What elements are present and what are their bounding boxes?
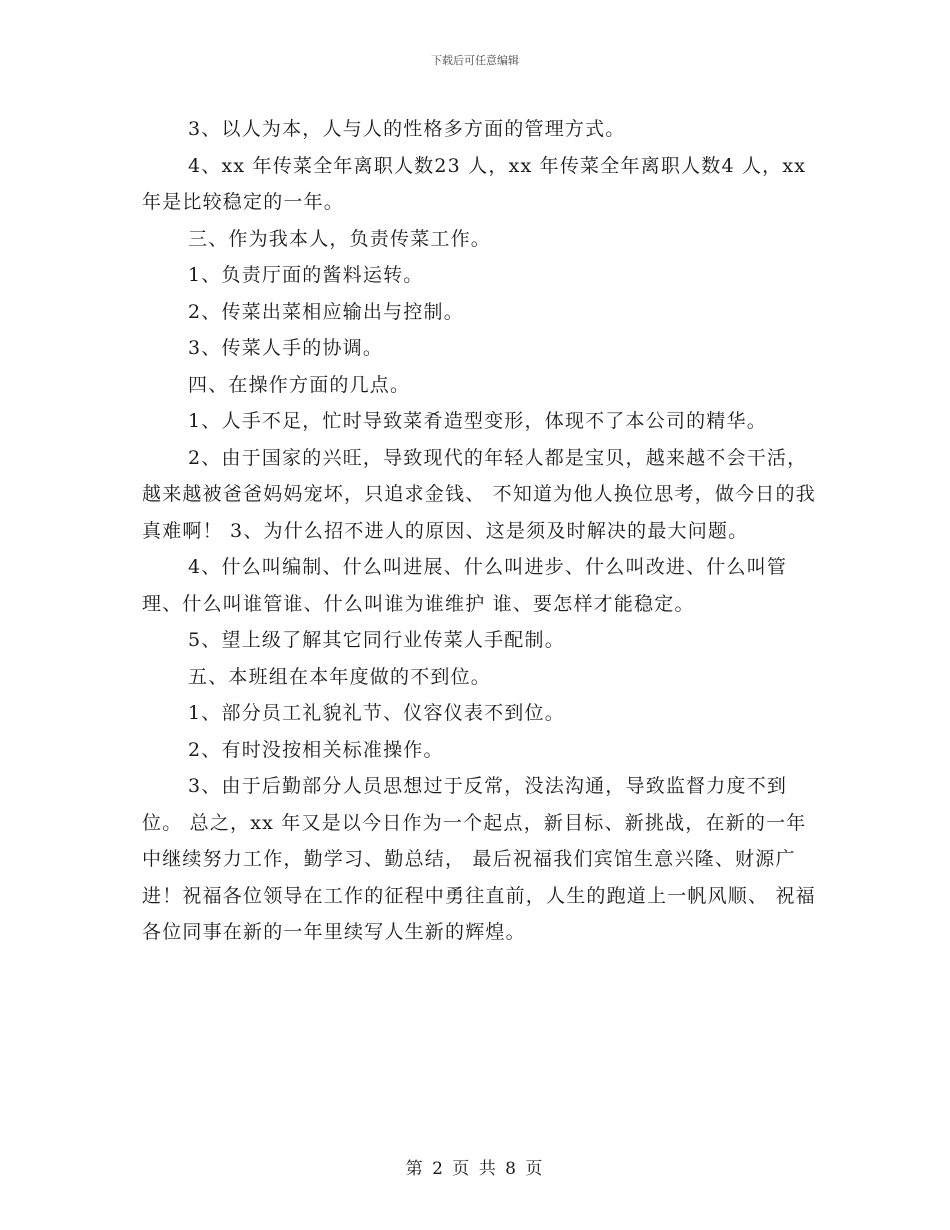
paragraph: 四、在操作方面的几点。 [188,373,411,396]
page-number: 第 2 页 共 8 页 [405,1159,545,1179]
header-note: 下载后可任意编辑 [431,54,519,67]
document-body [142,111,822,951]
paragraph: 2、由于国家的兴旺，导致现代的年轻人都是宝贝，越来越不会干活，越来越被爸爸妈妈宠坏，只追求金钱、 不知道为他人换位思考，做今日的我真难啊！ 3、为什么招不进人的原因、这是须及时解决的最大问题。 [142,446,816,542]
paragraph: 4、xx 年传菜全年离职人数23 人，xx 年传菜全年离职人数4 人，xx 年是比较稳定的一年。 [142,154,814,213]
paragraph: 2、传菜出菜相应输出与控制。 [188,300,464,323]
paragraph: 五、本班组在本年度做的不到位。 [188,665,492,688]
paragraph: 1、负责厅面的酱料运转。 [188,264,424,286]
paragraph: 3、由于后勤部分人员思想过于反常，没法沟通，导致监督力度不到位。 总之，xx 年又是以今日作为一个起点，新目标、新挑战，在新的一年中继续努力工作，勤学习、勤总结， 最后祝福我们宾馆生意兴隆、财源广进！祝福各位领导在工作的征程中勇往直前，人生的跑道上一帆风顺、 祝福各位同事在新的一年里续写人生新的辉煌。 [142,775,816,943]
paragraph: 3、以人为本，人与人的性格多方面的管理方式。 [188,118,626,140]
paragraph: 4、什么叫编制、什么叫进展、什么叫进步、什么叫改进、什么叫管理、什么叫谁管谁、什么叫谁为谁维护 谁、要怎样才能稳定。 [142,556,788,615]
paragraph: 3、传菜人手的协调。 [188,337,384,359]
paragraph: 三、作为我本人，负责传菜工作。 [188,227,492,250]
paragraph: 2、有时没按相关标准操作。 [188,738,444,761]
paragraph: 1、部分员工礼貌礼节、仪容仪表不到位。 [188,702,565,724]
paragraph: 1、人手不足，忙时导致菜肴造型变形，体现不了本公司的精华。 [188,410,767,432]
paragraph: 5、望上级了解其它同行业传菜人手配制。 [188,629,565,651]
